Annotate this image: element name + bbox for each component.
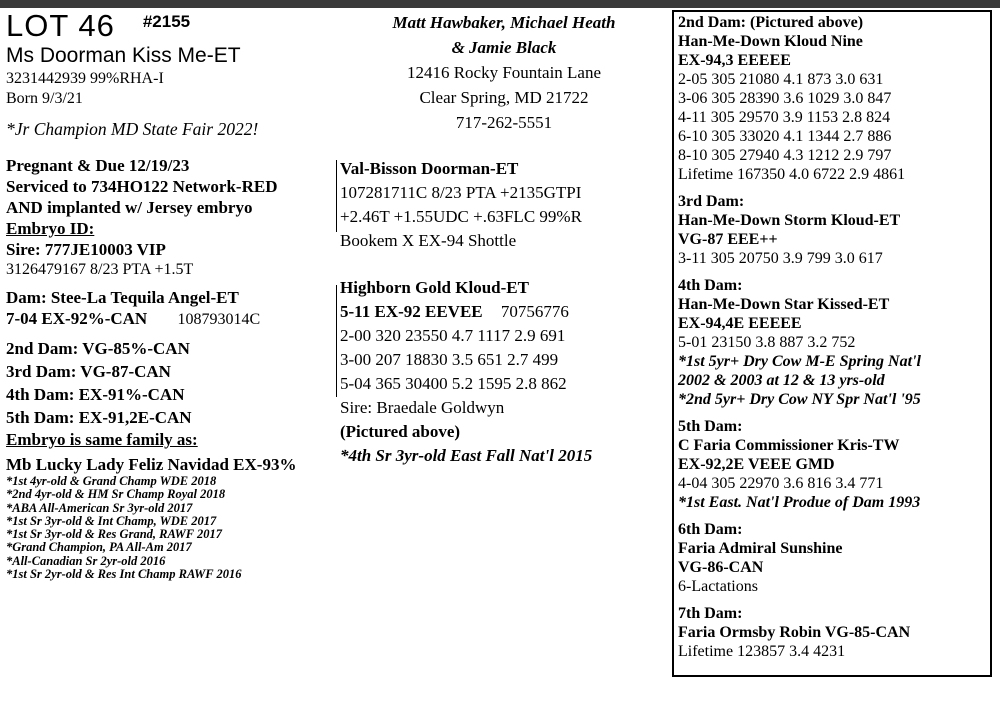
dam-pictured: (Pictured above) <box>340 422 461 441</box>
dam3-record: 3-11 305 20750 3.9 799 3.0 617 <box>678 250 883 267</box>
dam4-honor: *1st 5yr+ Dry Cow M-E Spring Nat'l <box>678 353 921 370</box>
dam-record: 3-00 207 18830 3.5 651 2.7 499 <box>340 350 559 369</box>
dam3-title: 3rd Dam: <box>678 193 745 210</box>
dam3-name: Han-Me-Down Storm Kloud-ET <box>678 212 901 229</box>
dam5-name: C Faria Commissioner Kris-TW <box>678 437 900 454</box>
family-honor-item: *1st 4yr-old & Grand Champ WDE 2018 <box>6 474 217 488</box>
pregnancy-status: Pregnant & Due 12/19/23 <box>6 156 190 175</box>
birth-date: Born 9/3/21 <box>6 90 83 107</box>
dam6-title: 6th Dam: <box>678 521 743 538</box>
consignor-city: Clear Spring, MD 21722 <box>419 88 589 107</box>
lot-label: LOT 46 <box>6 8 115 43</box>
dam-reg: 70756776 <box>500 302 569 321</box>
dam7-title: 7th Dam: <box>678 605 743 622</box>
lot-column <box>6 10 336 581</box>
implant-note: AND implanted w/ Jersey embryo <box>6 198 253 217</box>
dam-name: Highborn Gold Kloud-ET <box>340 278 529 297</box>
lot-header <box>6 10 336 42</box>
dam3-class: VG-87 EEE++ <box>678 231 778 248</box>
dam5-record: 4-04 305 22970 3.6 816 3.4 771 <box>678 475 884 492</box>
cow-honor: *Jr Champion MD State Fair 2022! <box>6 119 259 139</box>
dam4-name: Han-Me-Down Star Kissed-ET <box>678 296 890 313</box>
family-honor-item: *1st Sr 2yr-old & Res Int Champ RAWF 2016 <box>6 567 242 582</box>
dam-class: 5-11 EX-92 EEVEE <box>340 302 483 321</box>
embryo-4th-dam: 4th Dam: EX-91%-CAN <box>6 385 185 404</box>
sire-line-1: 107281711C 8/23 PTA +2135GTPI <box>340 183 582 202</box>
dam4-honor: 2002 & 2003 at 12 & 13 yrs-old <box>678 372 885 389</box>
dam2-lifetime: Lifetime 167350 4.0 6722 2.9 4861 <box>678 166 906 183</box>
dam2-record: 2-05 305 21080 4.1 873 3.0 631 <box>678 71 884 88</box>
consignor-address: 12416 Rocky Fountain Lane <box>406 63 602 82</box>
registration-line: 3231442939 99%RHA-I <box>6 70 164 87</box>
family-honor-item: *ABA All-American Sr 3yr-old 2017 <box>6 500 193 515</box>
embryo-2nd-dam: 2nd Dam: VG-85%-CAN <box>6 339 190 358</box>
embryo-sire-pta: 3126479167 8/23 PTA +1.5T <box>6 261 194 278</box>
service-sire: Serviced to 734HO122 Network-RED <box>6 177 278 196</box>
consignor-phone: 717-262-5551 <box>455 113 553 132</box>
family-honor-item: *1st Sr 3yr-old & Res Grand, RAWF 2017 <box>6 527 223 542</box>
embryo-sire: Sire: 777JE10003 VIP <box>6 240 166 259</box>
dam2-title: 2nd Dam: (Pictured above) <box>678 14 864 31</box>
dam-record: 5-04 365 30400 5.2 1595 2.8 862 <box>340 374 567 393</box>
dam2-record: 6-10 305 33020 4.1 1344 2.7 886 <box>678 128 892 145</box>
dam7-name: Faria Ormsby Robin VG-85-CAN <box>678 624 911 641</box>
lot-number: #2155 <box>142 12 191 31</box>
dam4-honor: *2nd 5yr+ Dry Cow NY Spr Nat'l '95 <box>678 391 921 408</box>
sire-name: Val-Bisson Doorman-ET <box>340 159 519 178</box>
dam5-honor: *1st East. Nat'l Produe of Dam 1993 <box>678 494 921 511</box>
sire-line-2: +2.46T +1.55UDC +.63FLC 99%R <box>340 207 582 226</box>
dam2-record: 4-11 305 29570 3.9 1153 2.8 824 <box>678 109 891 126</box>
family-honor-item: *All-Canadian Sr 2yr-old 2016 <box>6 553 166 568</box>
sire-line-3: Bookem X EX-94 Shottle <box>340 231 517 250</box>
family-honors <box>6 475 336 581</box>
family-honor-item: *2nd 4yr-old & HM Sr Champ Royal 2018 <box>6 487 226 502</box>
cow-name: Ms Doorman Kiss Me-ET <box>6 44 241 67</box>
family-honor-item: *1st Sr 3yr-old & Int Champ, WDE 2017 <box>6 513 217 528</box>
dam4-class: EX-94,4E EEEEE <box>678 315 802 332</box>
dam6-name: Faria Admiral Sunshine <box>678 540 843 557</box>
dam5-title: 5th Dam: <box>678 418 743 435</box>
dam2-class: EX-94,3 EEEEE <box>678 52 791 69</box>
family-honor-item: *Grand Champion, PA All-Am 2017 <box>6 540 192 555</box>
dam-record: 2-00 320 23550 4.7 1117 2.9 691 <box>340 326 566 345</box>
family-name: Mb Lucky Lady Feliz Navidad EX-93% <box>6 455 297 474</box>
consignor-names: Matt Hawbaker, Michael Heath <box>392 13 616 32</box>
dam-sire: Sire: Braedale Goldwyn <box>340 398 505 417</box>
sire-divider <box>336 160 337 232</box>
embryo-5th-dam: 5th Dam: EX-91,2E-CAN <box>6 408 192 427</box>
embryo-id-label: Embryo ID: <box>6 219 95 238</box>
dam-divider <box>336 285 337 397</box>
dam2-record: 3-06 305 28390 3.6 1029 3.0 847 <box>678 90 892 107</box>
dam6-class: VG-86-CAN <box>678 559 764 576</box>
dam-class-row <box>340 300 670 324</box>
embryo-dam: Dam: Stee-La Tequila Angel-ET <box>6 288 239 307</box>
top-dark-bar <box>0 0 1000 8</box>
consignor-block <box>336 10 672 135</box>
dam4-title: 4th Dam: <box>678 277 743 294</box>
family-label: Embryo is same family as: <box>6 430 198 449</box>
dam5-class: EX-92,2E VEEE GMD <box>678 456 835 473</box>
dam2-record: 8-10 305 27940 4.3 1212 2.9 797 <box>678 147 892 164</box>
embryo-dam-class: 7-04 EX-92%-CAN <box>6 309 148 328</box>
dam4-record: 5-01 23150 3.8 887 3.2 752 <box>678 334 856 351</box>
dam2-name: Han-Me-Down Kloud Nine <box>678 33 863 50</box>
embryo-3rd-dam: 3rd Dam: VG-87-CAN <box>6 362 171 381</box>
dam7-record: Lifetime 123857 3.4 4231 <box>678 643 846 660</box>
pedigree-column <box>678 13 988 661</box>
sire-dam-column <box>340 157 670 468</box>
dam6-note: 6-Lactations <box>678 578 758 595</box>
embryo-dam-classification-row <box>6 308 336 330</box>
dam-honor: *4th Sr 3yr-old East Fall Nat'l 2015 <box>340 446 593 465</box>
embryo-dam-reg: 108793014C <box>177 311 261 328</box>
consignor-names-2: & Jamie Black <box>451 38 557 57</box>
